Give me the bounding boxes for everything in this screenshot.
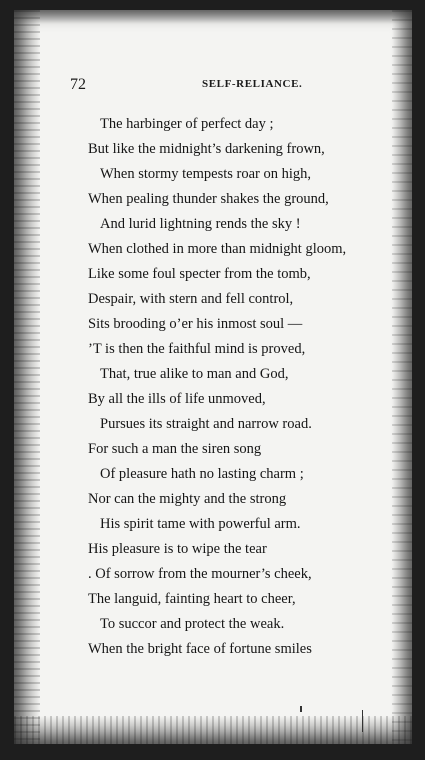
poem-line: When the bright face of fortune smiles bbox=[88, 641, 312, 657]
poem-line: ’T is then the faithful mind is proved, bbox=[88, 341, 306, 357]
poem-line: The harbinger of perfect day ; bbox=[100, 116, 274, 132]
poem-line: And lurid lightning rends the sky ! bbox=[100, 216, 301, 232]
poem-line: To succor and protect the weak. bbox=[100, 616, 285, 632]
poem-line: By all the ills of life unmoved, bbox=[88, 391, 266, 407]
poem-line: That, true alike to man and God, bbox=[100, 366, 289, 382]
running-head: SELF-RELIANCE. bbox=[202, 78, 303, 90]
poem-line: When clothed in more than midnight gloom, bbox=[88, 241, 347, 257]
poem-line: Of pleasure hath no lasting charm ; bbox=[100, 466, 304, 482]
poem-line: The languid, fainting heart to cheer, bbox=[88, 591, 296, 607]
poem-line: When pealing thunder shakes the ground, bbox=[88, 191, 329, 207]
poem-line: Pursues its straight and narrow road. bbox=[100, 416, 312, 432]
poem-line: His pleasure is to wipe the tear bbox=[88, 541, 267, 557]
edge-shadow-left bbox=[14, 10, 40, 744]
edge-shadow-top bbox=[14, 10, 412, 24]
edge-shadow-right bbox=[392, 10, 412, 744]
poem-line: . Of sorrow from the mourner’s cheek, bbox=[88, 566, 312, 582]
page-number: 72 bbox=[70, 76, 86, 93]
poem-line: When stormy tempests roar on high, bbox=[100, 166, 312, 182]
poem-line: For such a man the siren song bbox=[88, 441, 262, 457]
book-page bbox=[14, 10, 412, 744]
poem-line: But like the midnight’s darkening frown, bbox=[88, 141, 325, 157]
poem-line: Nor can the mighty and the strong bbox=[88, 491, 287, 507]
page-header bbox=[70, 76, 370, 96]
poem-line: His spirit tame with powerful arm. bbox=[100, 516, 301, 532]
ink-scratch bbox=[362, 710, 363, 732]
poem-line: Despair, with stern and fell control, bbox=[88, 291, 294, 307]
edge-shadow-bottom bbox=[14, 716, 412, 744]
poem-line: Sits brooding o’er his inmost soul — bbox=[88, 316, 303, 332]
ink-speck bbox=[300, 706, 302, 712]
poem-line: Like some foul specter from the tomb, bbox=[88, 266, 311, 282]
